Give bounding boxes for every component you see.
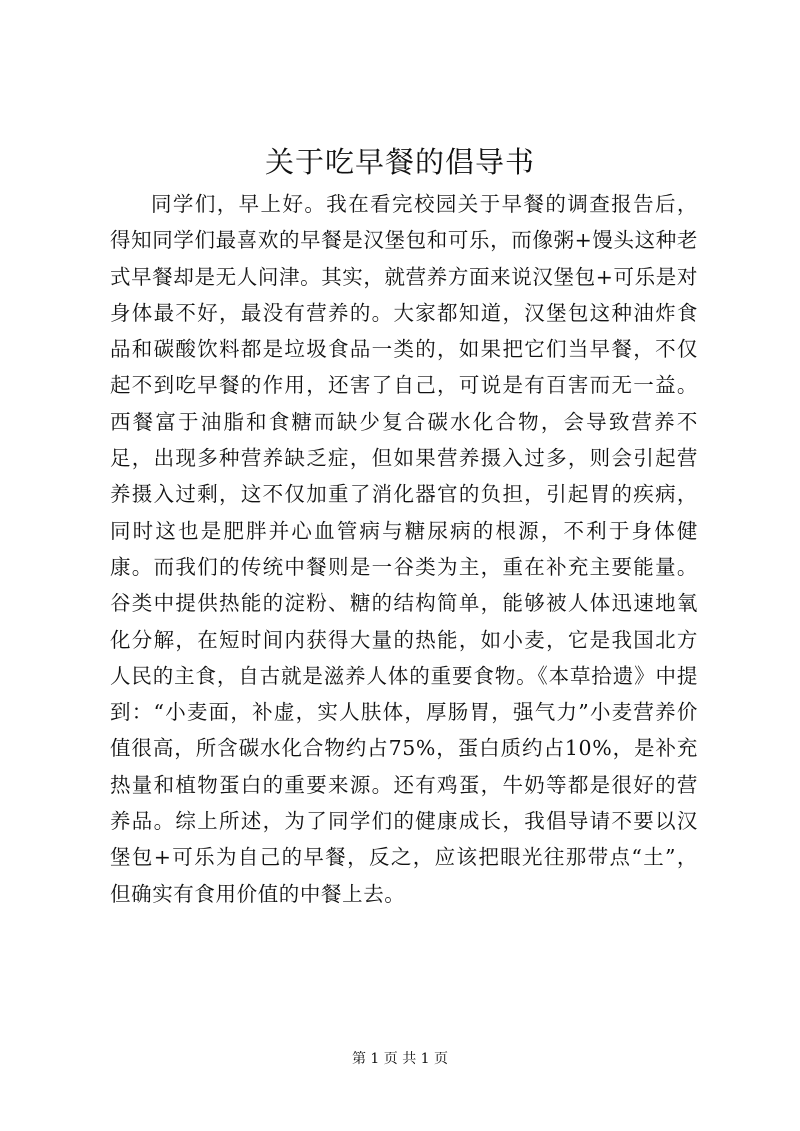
- body-paragraph: 同学们，早上好。我在看完校园关于早餐的调查报告后，得知同学们最喜欢的早餐是汉堡包和可乐，而像粥+馒头这种老式早餐却是无人问津。其实，就营养方面来说汉堡包+可乐是对身体最不好，最没有营养的。大家都知道，汉堡包这种油炸食品和碳酸饮料都是垃圾食品一类的，如果把它们当早餐，不仅起不到吃早餐的作用，还害了自己，可说是有百害而无一益。西餐富于油脂和食糖而缺少复合碳水化合物，会导致营养不足，出现多种营养缺乏症，但如果营养摄入过多，则会引起营养摄入过剩，这不仅加重了消化器官的负担，引起胃的疾病，同时这也是肥胖并心血管病与糖尿病的根源，不利于身体健康。而我们的传统中餐则是一谷类为主，重在补充主要能量。谷类中提供热能的淀粉、糖的结构简单，能够被人体迅速地氧化分解，在短时间内获得大量的热能，如小麦，它是我国北方人民的主食，自古就是滋养人体的重要食物。《本草拾遗》中提到：“小麦面，补虚，实人肤体，厚肠胃，强气力”小麦营养价值很高，所含碳水化合物约占75%，蛋白质约占10%，是补充热量和植物蛋白的重要来源。还有鸡蛋，牛奶等都是很好的营养品。综上所述，为了同学们的健康成长，我倡导请不要以汉堡包+可乐为自己的早餐，反之，应该把眼光往那带点“土”，但确实有食用价值的中餐上去。: [110, 192, 698, 906]
- document-title: 关于吃早餐的倡导书: [264, 145, 535, 179]
- page-footer: 第 1 页 共 1 页: [351, 1051, 449, 1067]
